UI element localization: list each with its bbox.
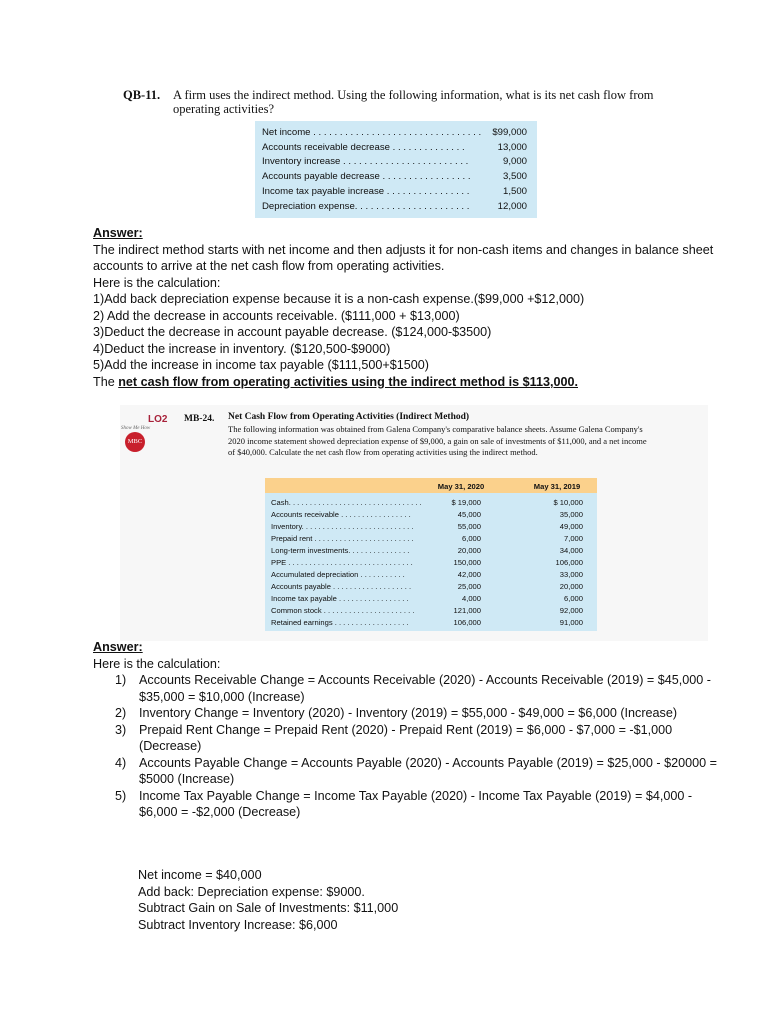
value-2020: 20,000 xyxy=(457,545,481,555)
question-number: QB-11. xyxy=(123,88,161,102)
value-2020: 55,000 xyxy=(457,521,481,531)
calc-step: 4)Deduct the increase in inventory. ($120,500-$9000) xyxy=(93,341,391,356)
final-line: Net income = $40,000 xyxy=(138,868,262,882)
table-row xyxy=(271,556,597,568)
table-row xyxy=(271,496,597,508)
calc-label: Here is the calculation: xyxy=(93,275,221,290)
table-row xyxy=(271,508,597,520)
value-2019: 6,000 xyxy=(563,594,583,604)
row-label: Accounts receivable . . . . . . . . . . . . . . . . . xyxy=(271,509,411,519)
problem-description: The following information was obtained from Galena Company's comparative balance sheets. Assume Galena Company's 2020 income statement showed depreciation expense of $9,000, a gain on sale of investments of $11,000, and a net income of $40,000. Calculate the net cash flow from operating activities using the indirect method. xyxy=(228,424,647,457)
row-label: Accounts payable . . . . . . . . . . . . . . . . . . . xyxy=(271,582,412,592)
table-row xyxy=(271,605,597,617)
table-row xyxy=(271,581,597,593)
step-number: 2) xyxy=(115,706,127,720)
conclusion xyxy=(93,374,733,391)
answer-block-1 xyxy=(93,225,733,390)
table-row xyxy=(271,532,597,544)
value-2020: 42,000 xyxy=(457,570,481,580)
row-label: Prepaid rent . . . . . . . . . . . . . . . . . . . . . . . . xyxy=(271,533,414,543)
table-row xyxy=(271,593,597,605)
step-text: Accounts Payable Change = Accounts Payable (2020) - Accounts Payable (2019) = $25,000 - $20000 = $5000 (Increase) xyxy=(139,755,717,786)
step-number: 5) xyxy=(115,788,127,803)
calc-step: 5)Add the increase in income tax payable ($111,500+$1500) xyxy=(93,358,429,372)
row-value: 1,500 xyxy=(502,186,527,198)
row-label: Depreciation expense. . . . . . . . . . . . . . . . . . . . . . xyxy=(262,200,470,212)
question-text: A firm uses the indirect method. Using the following information, what is its net cash flow from operating activities? xyxy=(173,88,654,116)
table-row xyxy=(271,617,597,629)
value-2020: 45,000 xyxy=(457,509,481,519)
row-value: $99,000 xyxy=(492,126,527,138)
list-item xyxy=(93,788,733,821)
row-label: Income tax payable increase . . . . . . . . . . . . . . . . xyxy=(262,186,470,198)
list-item xyxy=(93,755,733,788)
calc-label: Here is the calculation: xyxy=(93,656,221,671)
table-body xyxy=(271,496,597,629)
qb11-data-table xyxy=(255,121,537,218)
mbc-badge: MBC xyxy=(125,432,145,452)
conclusion-result: net cash flow from operating activities using the indirect method is $113,000. xyxy=(118,374,578,389)
table-row xyxy=(271,569,597,581)
row-value: 9,000 xyxy=(502,156,527,168)
table-row xyxy=(271,544,597,556)
calc-step: 2) Add the decrease in accounts receivable. ($111,000 + $13,000) xyxy=(93,308,460,323)
answer-intro: The indirect method starts with net income and then adjusts it for non-cash items and changes in balance sheet accounts to arrive at the net cash flow from operating activities. xyxy=(93,242,714,273)
table-row xyxy=(262,169,531,184)
row-label: PPE . . . . . . . . . . . . . . . . . . . . . . . . . . . . . . xyxy=(271,558,413,568)
row-label: Inventory. . . . . . . . . . . . . . . . . . . . . . . . . . . xyxy=(271,521,414,531)
column-header-2019: May 31, 2019 xyxy=(533,482,581,491)
value-2019: 106,000 xyxy=(555,558,583,568)
row-label: Inventory increase . . . . . . . . . . . . . . . . . . . . . . . . xyxy=(262,156,469,168)
table-row xyxy=(262,199,531,214)
list-item xyxy=(93,705,733,722)
value-2019: $ 10,000 xyxy=(553,497,583,507)
row-label: Common stock . . . . . . . . . . . . . . . . . . . . . . xyxy=(271,606,415,616)
learning-objective-label: LO2 xyxy=(148,414,168,425)
problem-title: Net Cash Flow from Operating Activities (Indirect Method) xyxy=(228,412,470,422)
table-row xyxy=(271,520,597,532)
value-2020: $ 19,000 xyxy=(451,497,481,507)
balance-sheet-table xyxy=(265,478,597,631)
list-item xyxy=(93,672,733,705)
row-label: Accounts receivable decrease . . . . . . . . . . . . . . xyxy=(262,141,465,153)
final-line: Subtract Gain on Sale of Investments: $11,000 xyxy=(138,901,399,915)
list-item xyxy=(93,722,733,755)
value-2019: 35,000 xyxy=(559,509,583,519)
value-2019: 33,000 xyxy=(559,570,583,580)
value-2019: 7,000 xyxy=(563,533,583,543)
value-2020: 4,000 xyxy=(461,594,481,604)
row-label: Accumulated depreciation . . . . . . . . . . . xyxy=(271,570,405,580)
column-header-2020: May 31, 2020 xyxy=(437,482,485,491)
answer-heading: Answer: xyxy=(93,226,143,240)
row-label: Cash. . . . . . . . . . . . . . . . . . . . . . . . . . . . . . . . xyxy=(271,497,422,507)
step-text: Prepaid Rent Change = Prepaid Rent (2020) - Prepaid Rent (2019) = $6,000 - $7,000 = -$1,000 (Decrease) xyxy=(139,722,673,753)
table-row xyxy=(262,155,531,170)
row-label: Accounts payable decrease . . . . . . . . . . . . . . . . . xyxy=(262,171,471,183)
row-label: Retained earnings . . . . . . . . . . . . . . . . . . xyxy=(271,618,409,628)
value-2019: 92,000 xyxy=(559,606,583,616)
row-label: Income tax payable . . . . . . . . . . . . . . . . . xyxy=(271,594,409,604)
row-value: 12,000 xyxy=(497,200,527,212)
final-line: Subtract Inventory Increase: $6,000 xyxy=(138,917,338,932)
value-2019: 34,000 xyxy=(559,545,583,555)
value-2020: 106,000 xyxy=(453,618,481,628)
value-2020: 150,000 xyxy=(453,558,481,568)
badge-tag: Show Me How xyxy=(121,426,151,431)
table-row xyxy=(262,184,531,199)
calc-steps-list xyxy=(93,672,733,821)
step-number: 4) xyxy=(115,755,127,770)
final-line: Add back: Depreciation expense: $9000. xyxy=(138,884,365,899)
final-calculation xyxy=(138,867,398,933)
table-row xyxy=(262,140,531,155)
answer-heading: Answer: xyxy=(93,640,143,654)
table-row xyxy=(262,125,531,140)
value-2019: 20,000 xyxy=(559,582,583,592)
calc-step: 1)Add back depreciation expense because it is a non-cash expense.($99,000 +$12,000) xyxy=(93,292,585,306)
problem-number: MB-24. xyxy=(184,414,215,424)
step-text: Inventory Change = Inventory (2020) - Inventory (2019) = $55,000 - $49,000 = $6,000 (Increase) xyxy=(139,706,678,720)
calc-step: 3)Deduct the decrease in account payable decrease. ($124,000-$3500) xyxy=(93,325,492,339)
value-2020: 6,000 xyxy=(461,533,481,543)
step-text: Income Tax Payable Change = Income Tax Payable (2020) - Income Tax Payable (2019) = $4,000 - $6,000 = -$2,000 (Decrease) xyxy=(139,788,693,819)
value-2020: 121,000 xyxy=(453,606,481,616)
value-2019: 91,000 xyxy=(559,618,583,628)
answer-block-2 xyxy=(93,639,733,821)
step-number: 3) xyxy=(115,722,127,737)
value-2019: 49,000 xyxy=(559,521,583,531)
conclusion-prefix: The xyxy=(93,374,119,389)
value-2020: 25,000 xyxy=(457,582,481,592)
row-label: Net income . . . . . . . . . . . . . . . . . . . . . . . . . . . . . . . . xyxy=(262,126,482,138)
step-text: Accounts Receivable Change = Accounts Receivable (2020) - Accounts Receivable (2019) = $45,000 - $35,000 = $10,000 (Increase) xyxy=(139,673,711,704)
row-value: 3,500 xyxy=(502,171,527,183)
row-value: 13,000 xyxy=(497,141,527,153)
step-number: 1) xyxy=(115,673,127,687)
row-label: Long-term investments. . . . . . . . . . . . . . . xyxy=(271,545,410,555)
table-header xyxy=(265,478,597,493)
